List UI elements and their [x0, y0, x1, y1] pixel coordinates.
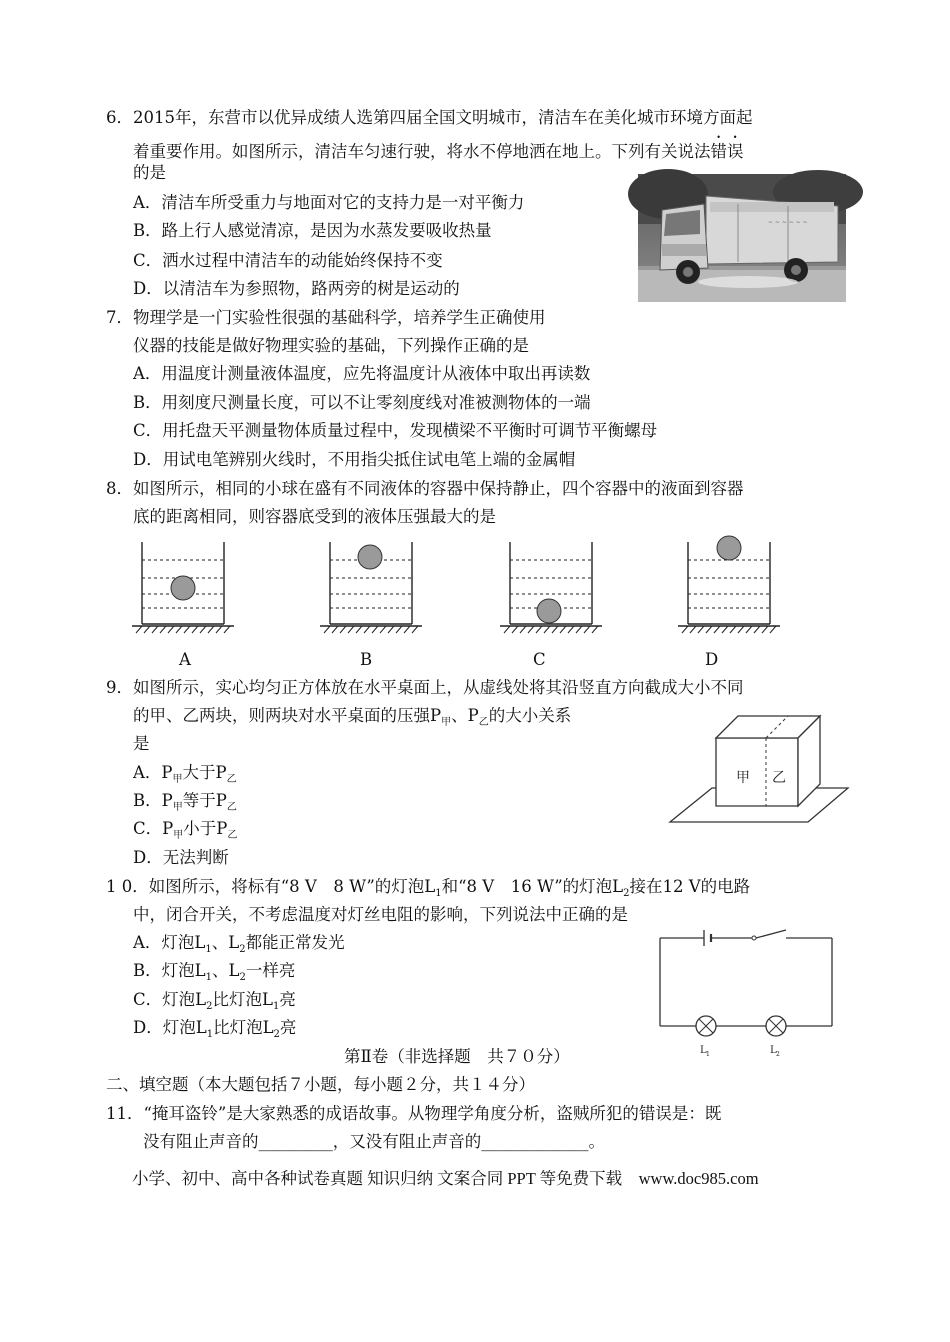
- q10-line2: 中，闭合开关，不考虑温度对灯丝电阻的影响，下列说法中正确的是: [133, 905, 628, 924]
- q9-option-b: [133, 789, 237, 816]
- container-label-b: B: [360, 650, 373, 669]
- container-c-figure: [500, 538, 602, 633]
- q8-line1: 8．如图所示，相同的小球在盛有不同液体的容器中保持静止，四个容器中的液面到容器: [106, 479, 744, 498]
- q10-b-l2-sub: 2: [239, 972, 246, 983]
- q9-sub-jia: 甲: [441, 717, 452, 728]
- q10-d-mid: 比灯泡: [213, 1018, 263, 1037]
- cleaning-truck-photo: [638, 174, 846, 302]
- q9-option-a: [133, 761, 237, 788]
- q11-line1: 11．“掩耳盗铃”是大家熟悉的成语故事。从物理学角度分析，盗贼所犯的错误是：既: [106, 1104, 722, 1123]
- q9-a-p1: P: [161, 763, 173, 782]
- container-b-figure: [320, 538, 422, 633]
- q9-c-p1: P: [162, 819, 174, 838]
- q10-a-l1-sub: 1: [205, 944, 212, 955]
- q6-option-c: C．洒水过程中清洁车的动能始终保持不变: [133, 251, 443, 270]
- cube-on-table-figure: [668, 708, 852, 828]
- q9-b-sub1: 甲: [172, 802, 183, 813]
- q10-b-dun: 、: [211, 961, 229, 980]
- circuit-diagram-figure: [656, 928, 836, 1062]
- q9-line2: [133, 704, 571, 731]
- q10-a-dun: 、: [211, 933, 229, 952]
- q9-line1: 9．如图所示，实心均匀正方体放在水平桌面上，从虚线处将其沿竖直方向截成大小不同: [106, 678, 744, 697]
- q9-a-sub1: 甲: [172, 774, 183, 785]
- svg-text:~ ~ ~ ~ ~ ~: ~ ~ ~ ~ ~ ~: [768, 219, 808, 226]
- q9-a-sub2: 乙: [226, 774, 237, 785]
- q10-l1: L: [424, 877, 436, 896]
- q9-option-b-prefix: B．: [133, 791, 162, 810]
- lamp-l2-label: L: [770, 1045, 777, 1056]
- q10-d-pre: D．灯泡: [133, 1018, 196, 1037]
- q10-d-l1: L: [195, 1018, 207, 1037]
- q10-option-d: [133, 1016, 296, 1043]
- container-d-figure: [678, 538, 780, 633]
- q10-a-l2: L: [228, 933, 240, 952]
- q9-b-p1: P: [161, 791, 173, 810]
- q10-l2: L: [612, 877, 624, 896]
- q11-line2: 没有阻止声音的_________，又没有阻止声音的_____________。: [143, 1132, 605, 1151]
- q6-option-d: D．以清洁车为参照物，路两旁的树是运动的: [133, 279, 460, 298]
- container-label-d: D: [705, 650, 719, 669]
- q9-sub-yi: 乙: [478, 717, 489, 728]
- q10-b-l1-sub: 1: [205, 972, 212, 983]
- container-label-a: A: [179, 650, 191, 669]
- q10-a-l2-sub: 2: [239, 944, 246, 955]
- q7-option-a: A．用温度计测量液体温度，应先将温度计从液体中取出再读数: [133, 364, 591, 383]
- q9-option-a-prefix: A．: [133, 763, 162, 782]
- q9-line2-text: 的甲、乙两块，则两块对水平桌面的压强: [133, 706, 430, 725]
- q6-option-b: B．路上行人感觉清凉，是因为水蒸发要吸收热量: [133, 221, 492, 240]
- cube-label-yi: 乙: [772, 770, 786, 786]
- q8-line2: 底的距离相同，则容器底受到的液体压强最大的是: [133, 507, 496, 526]
- lamp-l1-sub: 1: [706, 1051, 710, 1058]
- q9-b-p2: P: [215, 791, 227, 810]
- q10-line1: [106, 875, 750, 902]
- cube-label-jia: 甲: [736, 770, 750, 786]
- q10-c-pre: C．灯泡: [133, 990, 196, 1009]
- q7-option-d: D．用试电笔辨别火线时，不用指尖抵住试电笔上端的金属帽: [133, 450, 576, 469]
- q9-option-d: D．无法判断: [133, 848, 229, 867]
- q6-option-a: A．清洁车所受重力与地面对它的支持力是一对平衡力: [133, 193, 525, 212]
- q10-c-mid: 比灯泡: [212, 990, 262, 1009]
- q7-option-c: C．用托盘天平测量物体质量过程中，发现横梁不平衡时可调节平衡螺母: [133, 421, 658, 440]
- q10-line1-b: 和“8 V 16 W”的灯泡: [441, 877, 613, 896]
- footer-text: 小学、初中、高中各种试卷真题 知识归纳 文案合同 PPT 等免费下载 www.doc985.com: [132, 1169, 759, 1188]
- q10-d-l1-sub: 1: [206, 1029, 214, 1040]
- q9-c-sub1: 甲: [173, 830, 184, 841]
- q10-option-c: [133, 988, 296, 1015]
- q9-option-c-prefix: C．: [133, 819, 163, 838]
- q9-option-c: [133, 817, 237, 844]
- q10-option-b: [133, 959, 295, 986]
- q10-line1-c: 接在12 V的电路: [629, 877, 751, 896]
- q10-option-a: [133, 931, 345, 958]
- q9-c-p2: P: [216, 819, 228, 838]
- q10-line1-a: 1 0．如图所示，将标有“8 V 8 W”的灯泡: [106, 877, 425, 896]
- q7-line2: 仪器的技能是做好物理实验的基础，下列操作正确的是: [133, 336, 529, 355]
- q6-line3: 的是: [133, 163, 166, 182]
- q9-a-p2: P: [215, 763, 227, 782]
- q9-p-jia: P: [430, 706, 442, 725]
- q7-line1: 7．物理学是一门实验性很强的基础科学，培养学生正确使用: [106, 308, 546, 327]
- section2-heading: 二、填空题（本大题包括７小题，每小题２分，共１４分）: [106, 1075, 535, 1094]
- q10-c-l2-sub: 2: [206, 1001, 213, 1012]
- q9-b-sub2: 乙: [226, 802, 237, 813]
- container-label-c: C: [533, 650, 546, 669]
- q10-b-post: 一样亮: [245, 961, 296, 980]
- q9-a-rel: 大于: [182, 763, 216, 782]
- container-a-figure: [132, 538, 234, 633]
- q10-d-l2: L: [262, 1018, 274, 1037]
- q10-l2-sub: 2: [623, 888, 630, 899]
- q9-c-sub2: 乙: [227, 830, 238, 841]
- q9-line2-tail: 的大小关系: [488, 706, 572, 725]
- q10-a-pre: A．灯泡: [133, 933, 195, 952]
- q10-a-l1: L: [194, 933, 206, 952]
- q6-line1: 6．2015年，东营市以优异成绩人选第四届全国文明城市，清洁车在美化城市环境方面起: [106, 108, 753, 127]
- q10-b-l1: L: [194, 961, 206, 980]
- q7-option-b: B．用刻度尺测量长度，可以不让零刻度线对准被测物体的一端: [133, 393, 591, 412]
- q9-line3: 是: [133, 734, 150, 753]
- q10-a-post: 都能正常发光: [245, 933, 345, 952]
- q10-l1-sub: 1: [435, 888, 442, 899]
- q9-p-yi: P: [467, 706, 479, 725]
- q9-c-rel: 小于: [183, 819, 217, 838]
- q10-c-l2: L: [195, 990, 207, 1009]
- lamp-l2-sub: 2: [776, 1051, 780, 1058]
- section2-title: 第Ⅱ卷（非选择题 共７０分）: [344, 1047, 570, 1066]
- q10-b-pre: B．灯泡: [133, 961, 195, 980]
- q10-d-post: 亮: [279, 1018, 297, 1037]
- q6-line2: [133, 133, 744, 164]
- q10-c-post: 亮: [279, 990, 296, 1009]
- q6-line2-text: 着重要作用。如图所示，清洁车匀速行驶，将水不停地洒在地上。下列有关说法: [133, 142, 711, 161]
- q6-emphasis-wrong: 错误: [710, 142, 744, 161]
- q10-b-l2: L: [228, 961, 240, 980]
- q9-sep: 、: [451, 706, 468, 725]
- q10-c-l1-sub: 1: [272, 1001, 280, 1012]
- lamp-l1-label: L: [700, 1045, 707, 1056]
- q10-d-l2-sub: 2: [273, 1029, 280, 1040]
- q9-b-rel: 等于: [182, 791, 216, 810]
- q10-c-l1: L: [261, 990, 273, 1009]
